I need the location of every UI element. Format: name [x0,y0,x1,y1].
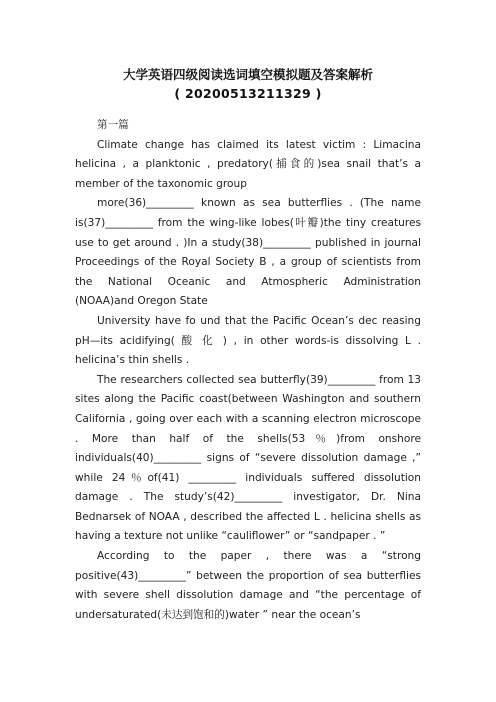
paragraph: more(36)_________ known as sea butterflies . (The name is(37)_________ from the wing-like lobes(叶瓣)the tiny creatures use to get around . )In a study(38)_________ published in journal Proceedings of the Royal Society B , a group of scientists from the National Oceanic and Atmospheric Administration (NOAA)and Oregon State [75,197,421,308]
paragraph: University have fo und that the Pacific Ocean’s dec reasing pH—its acidifying( 酸 化 ) , in other words-is dissolving L . helicina’s thin shells . [75,314,421,367]
section-label: 第一篇 [97,119,129,131]
paragraph: The researchers collected sea butterfly(39)_________ from 13 sites along the Pacific coast(between Washington and southern California , going over each with a scanning electron microscope . More than half of the shells(53％)from onshore individuals(40)_________ signs of “severe dissolution damage ,” while 24％of(41) _________ individuals suffered dissolution damage . The study’s(42)_________ investigator, Dr. Nina Bednarsek of NOAA , described the affected L . helicina shells as having a texture not unlike “cauliflower” or “sandpaper . ” [75,373,421,543]
document-timestamp: ( 20200513211329 ) [174,86,322,101]
document-title: 大学英语四级阅读选词填空模拟题及答案解析 [122,67,373,82]
document-body [75,116,421,625]
paragraph: Climate change has claimed its latest victim : Limacina helicina , a planktonic , predatory(捕食的)sea snail that’s a member of the taxonomic group [75,138,421,190]
paragraph: According to the paper , there was a “strong positive(43)_________” between the proportion of sea butterflies with severe shell dissolution damage and “the percentage of undersaturated(未达到饱和的)water ” near the ocean’s [75,550,421,621]
